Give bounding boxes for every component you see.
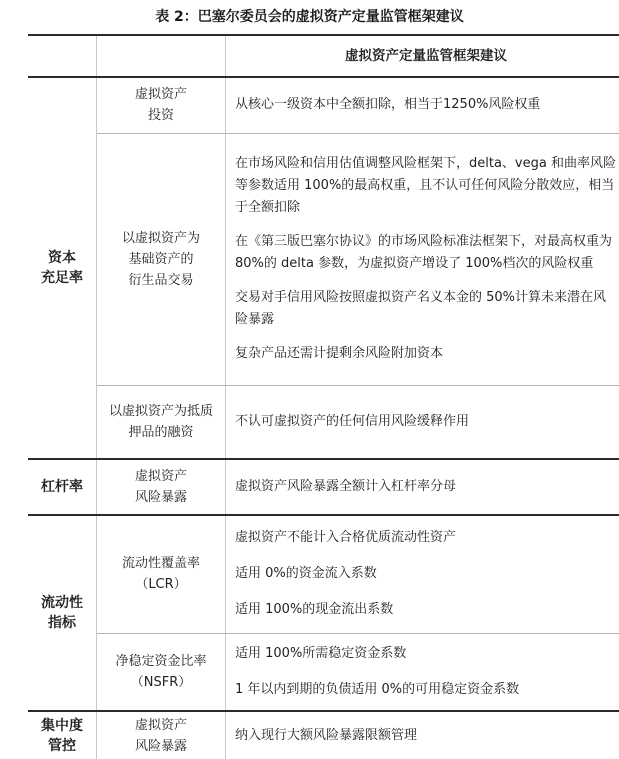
content-item: 不认可虚拟资产的任何信用风险缓释作用 [235,411,617,433]
table-header-row [28,35,619,77]
row-label: 虚拟资产 投资 [97,77,226,133]
content-item: 虚拟资产风险暴露全额计入杠杆率分母 [235,476,617,498]
content-item: 在市场风险和信用估值调整风险框架下，delta、vega 和曲率风险等参数适用 100%的最高权重，且不认可任何风险分散效应，相当于全额扣除 [235,153,617,219]
regulation-table [28,34,619,759]
table-row [28,633,619,711]
row-content [226,633,619,711]
content-item: 从核心一级资本中全额扣除，相当于1250%风险权重 [235,94,617,116]
content-item: 交易对手信用风险按照虚拟资产名义本金的 50%计算未来潜在风险暴露 [235,287,617,331]
row-label: 流动性覆盖率 （LCR） [97,515,226,633]
category-liquidity: 流动性 指标 [28,515,97,711]
content-item: 适用 0%的资金流入系数 [235,563,617,585]
row-content [226,77,619,133]
category-leverage: 杠杆率 [28,459,97,515]
category-capital: 资本 充足率 [28,77,97,459]
row-content [226,133,619,385]
content-item: 适用 100%所需稳定资金系数 [235,643,617,665]
table-row [28,515,619,633]
row-label: 虚拟资产 风险暴露 [97,459,226,515]
header-col2 [97,35,226,77]
row-content [226,459,619,515]
table-row [28,77,619,133]
content-item: 虚拟资产不能计入合格优质流动性资产 [235,527,617,549]
table-title: 表 2：巴塞尔委员会的虚拟资产定量监管框架建议 [0,6,619,26]
category-concentration: 集中度 管控 [28,711,97,759]
content-item: 适用 100%的现金流出系数 [235,599,617,621]
header-col3: 虚拟资产定量监管框架建议 [226,35,619,77]
table-row [28,459,619,515]
content-item: 在《第三版巴塞尔协议》的市场风险标准法框架下，对最高权重为 80%的 delta 参数，为虚拟资产增设了 100%档次的风险权重 [235,231,617,275]
row-content [226,385,619,459]
header-col1 [28,35,97,77]
table-row [28,385,619,459]
row-label: 以虚拟资产为抵质 押品的融资 [97,385,226,459]
row-label: 虚拟资产 风险暴露 [97,711,226,759]
content-item: 复杂产品还需计提剩余风险附加资本 [235,343,617,365]
row-label: 净稳定资金比率 （NSFR） [97,633,226,711]
content-item: 纳入现行大额风险暴露限额管理 [235,725,617,747]
row-content [226,515,619,633]
row-label: 以虚拟资产为 基础资产的 衍生品交易 [97,133,226,385]
table-row [28,133,619,385]
content-item: 1 年以内到期的负债适用 0%的可用稳定资金系数 [235,679,617,701]
